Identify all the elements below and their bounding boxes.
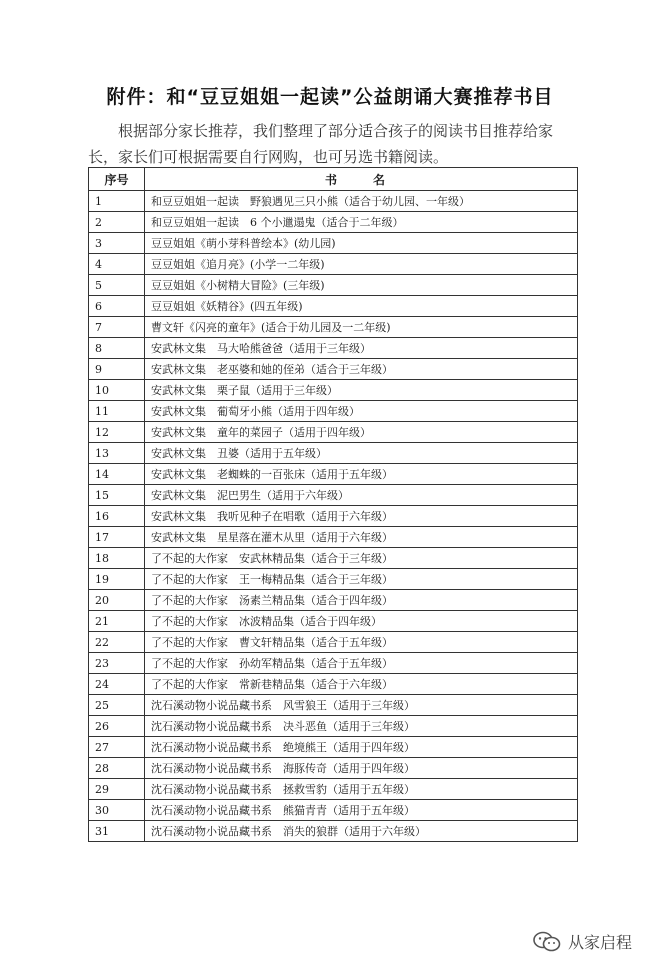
table-row bbox=[89, 191, 578, 212]
row-book-title: 沈石溪动物小说品藏书系 决斗恶鱼（适用于三年级） bbox=[145, 716, 578, 737]
row-index: 6 bbox=[89, 296, 145, 317]
table-row bbox=[89, 485, 578, 506]
table-row bbox=[89, 296, 578, 317]
table-row bbox=[89, 233, 578, 254]
table-row bbox=[89, 800, 578, 821]
table-row bbox=[89, 317, 578, 338]
table-row bbox=[89, 506, 578, 527]
account-watermark bbox=[532, 930, 632, 953]
row-book-title: 曹文轩《闪亮的童年》(适合于幼儿园及一二年级) bbox=[145, 317, 578, 338]
table-row bbox=[89, 590, 578, 611]
row-index: 16 bbox=[89, 506, 145, 527]
row-index: 15 bbox=[89, 485, 145, 506]
book-list-table bbox=[88, 167, 578, 842]
page-title: 附件：和“豆豆姐姐一起读”公益朗诵大赛推荐书目 bbox=[106, 86, 554, 108]
row-index: 20 bbox=[89, 590, 145, 611]
table-header-row bbox=[89, 168, 578, 191]
row-book-title: 了不起的大作家 曹文轩精品集（适合于五年级） bbox=[145, 632, 578, 653]
row-index: 25 bbox=[89, 695, 145, 716]
header-title: 书 名 bbox=[145, 168, 578, 191]
row-index: 3 bbox=[89, 233, 145, 254]
table-row bbox=[89, 254, 578, 275]
table-row bbox=[89, 569, 578, 590]
row-book-title: 了不起的大作家 冰波精品集（适合于四年级） bbox=[145, 611, 578, 632]
row-book-title: 安武林文集 星星落在灌木从里（适用于六年级） bbox=[145, 527, 578, 548]
row-index: 17 bbox=[89, 527, 145, 548]
table-row bbox=[89, 674, 578, 695]
table-row bbox=[89, 611, 578, 632]
table-row bbox=[89, 527, 578, 548]
row-book-title: 安武林文集 我听见种子在唱歌（适用于六年级） bbox=[145, 506, 578, 527]
row-book-title: 安武林文集 童年的菜园子（适用于四年级） bbox=[145, 422, 578, 443]
table-row bbox=[89, 737, 578, 758]
table-row bbox=[89, 212, 578, 233]
row-index: 27 bbox=[89, 737, 145, 758]
row-book-title: 了不起的大作家 孙幼军精品集（适合于五年级） bbox=[145, 653, 578, 674]
row-index: 14 bbox=[89, 464, 145, 485]
table-row bbox=[89, 275, 578, 296]
table-row bbox=[89, 338, 578, 359]
row-index: 24 bbox=[89, 674, 145, 695]
row-book-title: 安武林文集 泥巴男生（适用于六年级） bbox=[145, 485, 578, 506]
row-index: 19 bbox=[89, 569, 145, 590]
table-row bbox=[89, 695, 578, 716]
header-index: 序号 bbox=[89, 168, 145, 191]
row-index: 10 bbox=[89, 380, 145, 401]
row-book-title: 沈石溪动物小说品藏书系 绝境熊王（适用于四年级） bbox=[145, 737, 578, 758]
table-row bbox=[89, 779, 578, 800]
row-index: 1 bbox=[89, 191, 145, 212]
row-book-title: 了不起的大作家 王一梅精品集（适合于三年级） bbox=[145, 569, 578, 590]
table-row bbox=[89, 548, 578, 569]
row-book-title: 了不起的大作家 常新巷精品集（适合于六年级） bbox=[145, 674, 578, 695]
row-index: 29 bbox=[89, 779, 145, 800]
row-book-title: 安武林文集 老巫婆和她的侄弟（适合于三年级） bbox=[145, 359, 578, 380]
row-index: 21 bbox=[89, 611, 145, 632]
table-row bbox=[89, 821, 578, 842]
row-book-title: 沈石溪动物小说品藏书系 海豚传奇（适用于四年级） bbox=[145, 758, 578, 779]
row-index: 2 bbox=[89, 212, 145, 233]
row-index: 4 bbox=[89, 254, 145, 275]
table-row bbox=[89, 380, 578, 401]
row-book-title: 沈石溪动物小说品藏书系 消失的狼群（适用于六年级） bbox=[145, 821, 578, 842]
table-row bbox=[89, 716, 578, 737]
row-index: 22 bbox=[89, 632, 145, 653]
row-book-title: 豆豆姐姐《妖精谷》(四五年级) bbox=[145, 296, 578, 317]
table-row bbox=[89, 359, 578, 380]
row-index: 8 bbox=[89, 338, 145, 359]
row-book-title: 沈石溪动物小说品藏书系 拯救雪豹（适用于五年级） bbox=[145, 779, 578, 800]
row-book-title: 安武林文集 栗子鼠（适用于三年级） bbox=[145, 380, 578, 401]
row-index: 11 bbox=[89, 401, 145, 422]
row-index: 12 bbox=[89, 422, 145, 443]
table-row bbox=[89, 443, 578, 464]
row-index: 30 bbox=[89, 800, 145, 821]
table-row bbox=[89, 464, 578, 485]
row-book-title: 豆豆姐姐《萌小芽科普绘本》(幼儿园) bbox=[145, 233, 578, 254]
account-name: 从家启程 bbox=[567, 933, 632, 952]
row-index: 5 bbox=[89, 275, 145, 296]
row-index: 9 bbox=[89, 359, 145, 380]
row-book-title: 和豆豆姐姐一起读 野狼遇见三只小熊（适合于幼儿园、一年级） bbox=[145, 191, 578, 212]
row-book-title: 了不起的大作家 汤素兰精品集（适合于四年级） bbox=[145, 590, 578, 611]
row-index: 31 bbox=[89, 821, 145, 842]
row-book-title: 豆豆姐姐《追月亮》(小学一二年级) bbox=[145, 254, 578, 275]
row-book-title: 安武林文集 马大哈熊爸爸（适用于三年级） bbox=[145, 338, 578, 359]
row-index: 23 bbox=[89, 653, 145, 674]
row-book-title: 沈石溪动物小说品藏书系 熊猫青青（适用于五年级） bbox=[145, 800, 578, 821]
table-row bbox=[89, 653, 578, 674]
row-book-title: 沈石溪动物小说品藏书系 风雪狼王（适用于三年级） bbox=[145, 695, 578, 716]
row-book-title: 安武林文集 老蜘蛛的一百张床（适用于五年级） bbox=[145, 464, 578, 485]
row-book-title: 安武林文集 葡萄牙小熊（适用于四年级） bbox=[145, 401, 578, 422]
table-row bbox=[89, 632, 578, 653]
row-index: 28 bbox=[89, 758, 145, 779]
row-index: 26 bbox=[89, 716, 145, 737]
row-book-title: 和豆豆姐姐一起读 6 个小邋遢鬼（适合于二年级） bbox=[145, 212, 578, 233]
row-index: 18 bbox=[89, 548, 145, 569]
row-index: 7 bbox=[89, 317, 145, 338]
table-row bbox=[89, 401, 578, 422]
intro-paragraph: 根据部分家长推荐，我们整理了部分适合孩子的阅读书目推荐给家长，家长们可根据需要自行网购，也可另选书籍阅读。 bbox=[88, 122, 554, 166]
wechat-icon bbox=[532, 931, 562, 953]
row-book-title: 了不起的大作家 安武林精品集（适合于三年级） bbox=[145, 548, 578, 569]
table-row bbox=[89, 758, 578, 779]
row-book-title: 豆豆姐姐《小树精大冒险》(三年级) bbox=[145, 275, 578, 296]
row-book-title: 安武林文集 丑婆（适用于五年级） bbox=[145, 443, 578, 464]
table-row bbox=[89, 422, 578, 443]
row-index: 13 bbox=[89, 443, 145, 464]
